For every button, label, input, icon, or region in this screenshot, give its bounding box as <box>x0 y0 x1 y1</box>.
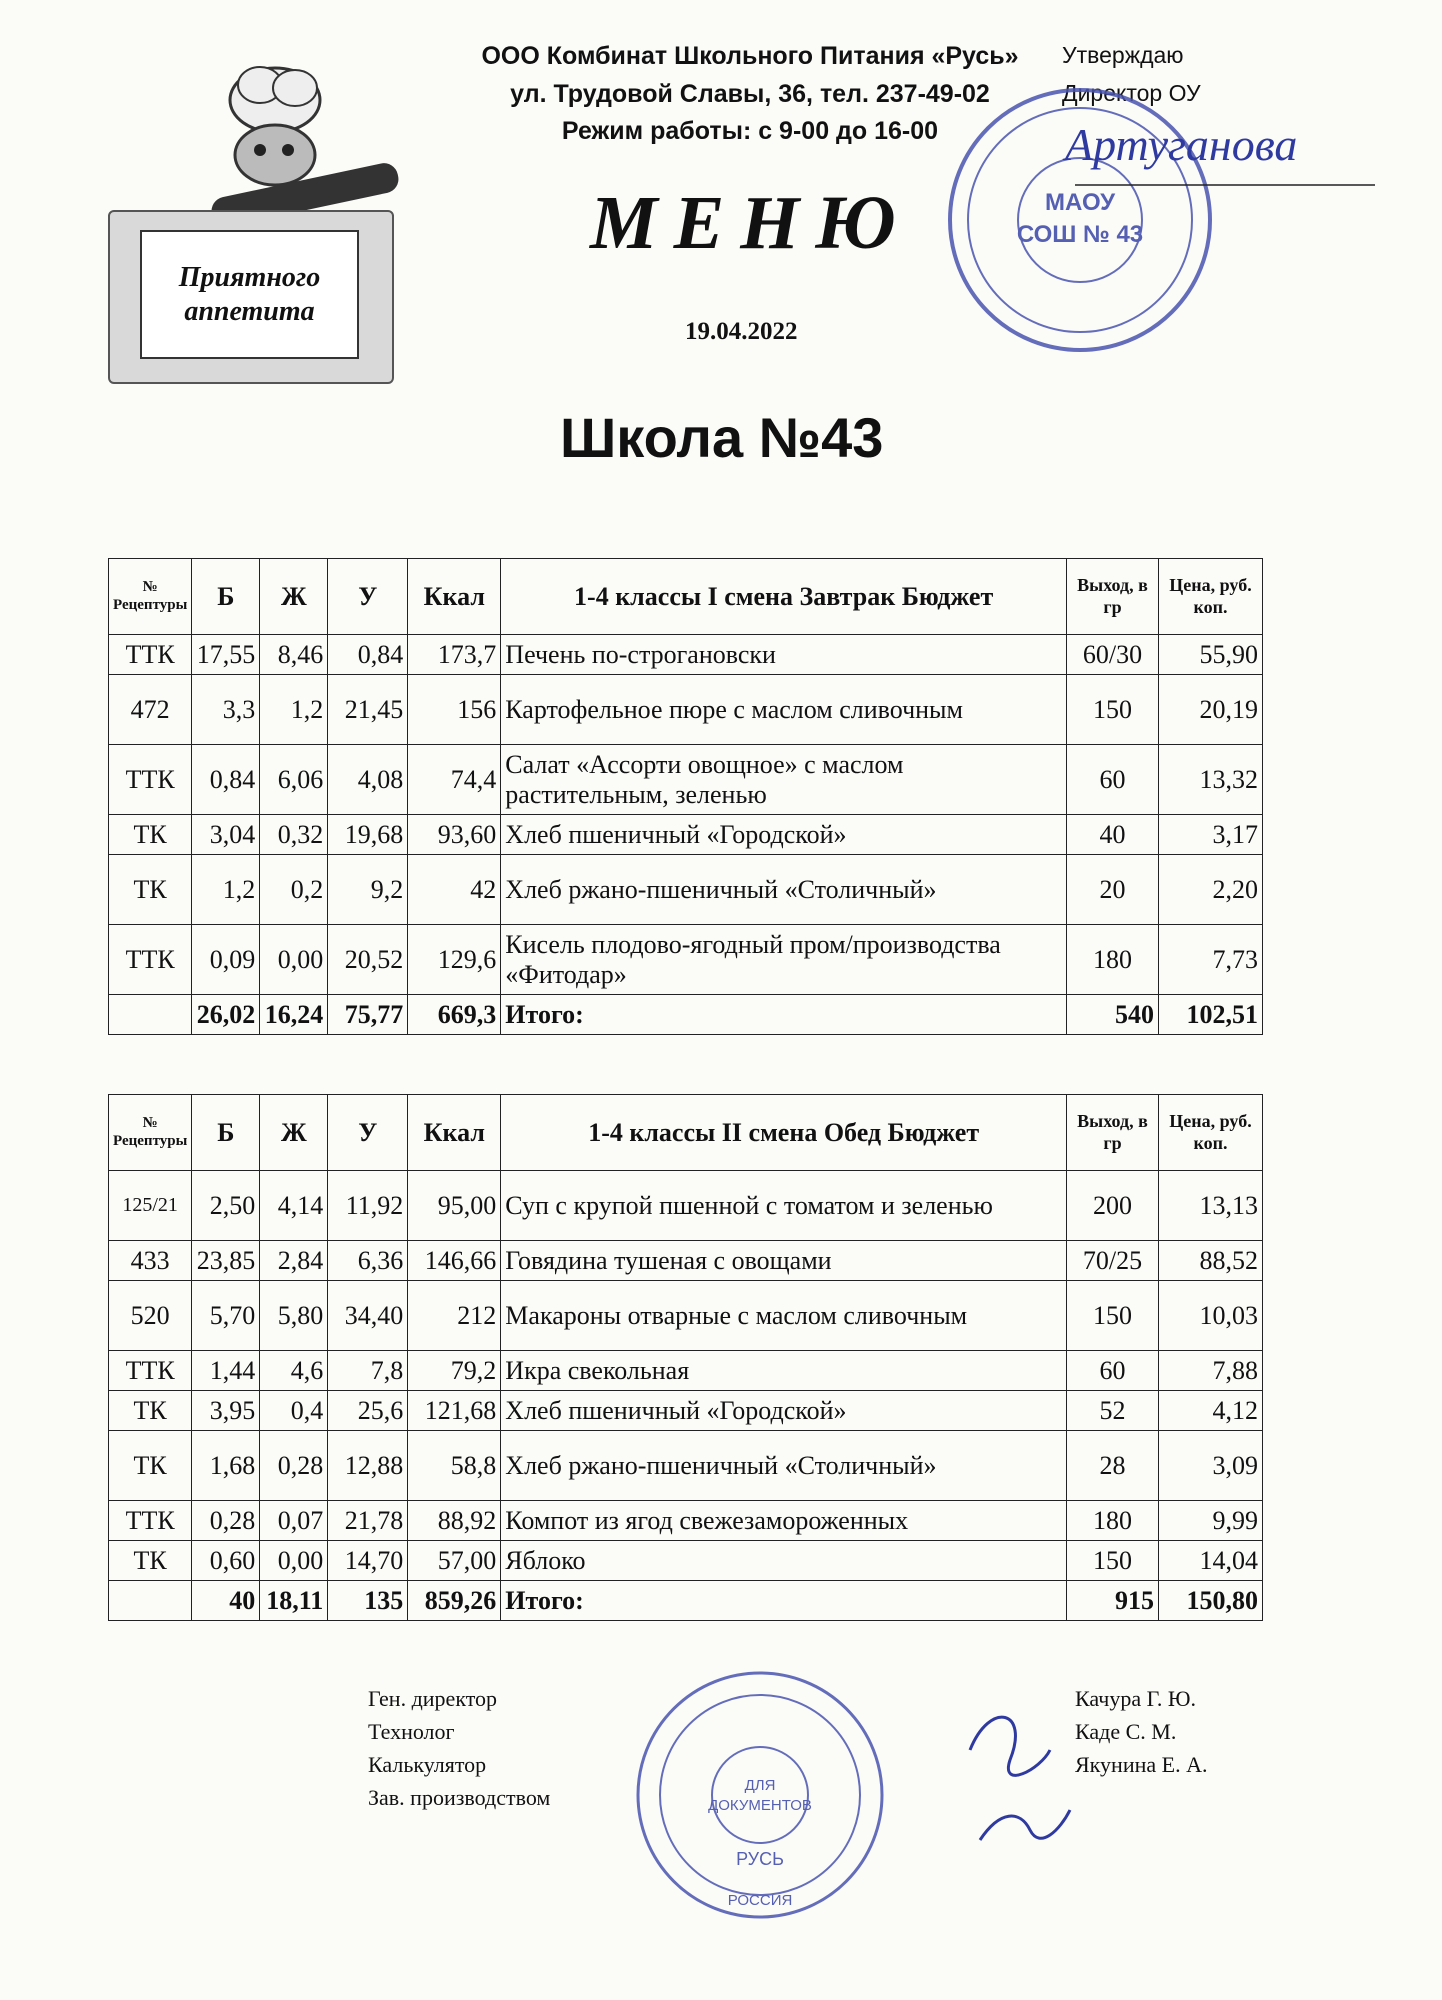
b-cell: 1,2 <box>192 855 260 925</box>
price-cell: 7,73 <box>1159 925 1263 995</box>
company-stamp <box>630 1665 890 1925</box>
kcal-cell: 121,68 <box>408 1391 501 1431</box>
price-cell: 3,09 <box>1159 1431 1263 1501</box>
price-cell: 4,12 <box>1159 1391 1263 1431</box>
kcal-cell: 93,60 <box>408 815 501 855</box>
recipe-cell: ТТК <box>109 925 192 995</box>
total-output-cell: 915 <box>1067 1581 1159 1621</box>
output-cell: 70/25 <box>1067 1241 1159 1281</box>
u-cell: 34,40 <box>328 1281 408 1351</box>
dish-name-cell: Хлеб ржано-пшеничный «Столичный» <box>501 855 1067 925</box>
kcal-cell: 212 <box>408 1281 501 1351</box>
kcal-cell: 156 <box>408 675 501 745</box>
total-label-cell: Итого: <box>501 995 1067 1035</box>
kcal-cell: 42 <box>408 855 501 925</box>
u-cell: 19,68 <box>328 815 408 855</box>
output-cell: 180 <box>1067 1501 1159 1541</box>
output-cell: 60 <box>1067 1351 1159 1391</box>
output-cell: 40 <box>1067 815 1159 855</box>
dish-name-cell: Хлеб пшеничный «Городской» <box>501 1391 1067 1431</box>
col-b: Б <box>192 1095 260 1171</box>
price-cell: 10,03 <box>1159 1281 1263 1351</box>
total-price-cell: 150,80 <box>1159 1581 1263 1621</box>
recipe-cell: ТК <box>109 1541 192 1581</box>
b-cell: 1,68 <box>192 1431 260 1501</box>
table-header-row <box>109 1095 1263 1171</box>
recipe-cell: ТК <box>109 815 192 855</box>
recipe-cell: ТК <box>109 1431 192 1501</box>
zh-cell: 0,4 <box>260 1391 328 1431</box>
output-cell: 28 <box>1067 1431 1159 1501</box>
zh-cell: 0,2 <box>260 855 328 925</box>
table-row <box>109 1351 1263 1391</box>
u-cell: 14,70 <box>328 1541 408 1581</box>
approve-label: Утверждаю <box>1062 42 1184 68</box>
u-cell: 21,45 <box>328 675 408 745</box>
price-cell: 13,32 <box>1159 745 1263 815</box>
recipe-cell: ТТК <box>109 745 192 815</box>
col-output: Выход, в гр <box>1067 559 1159 635</box>
col-recipe: № Рецептуры <box>109 1095 192 1171</box>
company-address: ул. Трудовой Славы, 36, тел. 237-49-02 <box>510 80 990 108</box>
logo-line-2: аппетита <box>184 295 315 327</box>
b-cell: 3,95 <box>192 1391 260 1431</box>
dish-name-cell: Картофельное пюре с маслом сливочным <box>501 675 1067 745</box>
table-row <box>109 855 1263 925</box>
stamp-line-2: СОШ № 43 <box>1016 221 1144 248</box>
zh-cell: 1,2 <box>260 675 328 745</box>
dish-name-cell: Макароны отварные с маслом сливочным <box>501 1281 1067 1351</box>
zh-cell: 0,00 <box>260 925 328 995</box>
table-row <box>109 1391 1263 1431</box>
stamp-bottom-line-1: ДЛЯ <box>744 1777 776 1794</box>
col-output: Выход, в гр <box>1067 1095 1159 1171</box>
zh-cell: 0,32 <box>260 815 328 855</box>
output-cell: 150 <box>1067 675 1159 745</box>
recipe-cell: 472 <box>109 675 192 745</box>
zh-cell: 0,07 <box>260 1501 328 1541</box>
total-price-cell: 102,51 <box>1159 995 1263 1035</box>
b-cell: 23,85 <box>192 1241 260 1281</box>
zh-cell: 0,00 <box>260 1541 328 1581</box>
total-u-cell: 135 <box>328 1581 408 1621</box>
name-yakunina: Якунина Е. А. <box>1075 1752 1208 1777</box>
col-price: Цена, руб. коп. <box>1159 559 1263 635</box>
col-kcal: Ккал <box>408 1095 501 1171</box>
role-gen-director: Ген. директор <box>368 1686 498 1711</box>
price-cell: 20,19 <box>1159 675 1263 745</box>
total-row <box>109 995 1263 1035</box>
dish-name-cell: Кисель плодово-ягодный пром/производства «Фитодар» <box>501 925 1067 995</box>
table-row <box>109 635 1263 675</box>
u-cell: 20,52 <box>328 925 408 995</box>
price-cell: 13,13 <box>1159 1171 1263 1241</box>
price-cell: 9,99 <box>1159 1501 1263 1541</box>
u-cell: 4,08 <box>328 745 408 815</box>
stamp-bottom-line-2: ДОКУМЕНТОВ <box>708 1797 812 1814</box>
total-row <box>109 1581 1263 1621</box>
total-b-cell: 26,02 <box>192 995 260 1035</box>
b-cell: 0,28 <box>192 1501 260 1541</box>
col-recipe: № Рецептуры <box>109 559 192 635</box>
b-cell: 2,50 <box>192 1171 260 1241</box>
kcal-cell: 57,00 <box>408 1541 501 1581</box>
output-cell: 150 <box>1067 1541 1159 1581</box>
u-cell: 6,36 <box>328 1241 408 1281</box>
menu-date: 19.04.2022 <box>685 318 798 345</box>
company-name: ООО Комбинат Школьного Питания «Русь» <box>481 42 1019 70</box>
total-zh-cell: 16,24 <box>260 995 328 1035</box>
b-cell: 3,3 <box>192 675 260 745</box>
stamp-line-1: МАОУ <box>1044 189 1116 216</box>
price-cell: 88,52 <box>1159 1241 1263 1281</box>
price-cell: 3,17 <box>1159 815 1263 855</box>
price-cell: 14,04 <box>1159 1541 1263 1581</box>
recipe-cell: ТК <box>109 855 192 925</box>
kcal-cell: 173,7 <box>408 635 501 675</box>
table-row <box>109 1431 1263 1501</box>
zh-cell: 5,80 <box>260 1281 328 1351</box>
kcal-cell: 146,66 <box>408 1241 501 1281</box>
approve-role: Директор ОУ <box>1062 80 1201 106</box>
output-cell: 52 <box>1067 1391 1159 1431</box>
zh-cell: 2,84 <box>260 1241 328 1281</box>
zh-cell: 4,14 <box>260 1171 328 1241</box>
table-row <box>109 1171 1263 1241</box>
kcal-cell: 88,92 <box>408 1501 501 1541</box>
recipe-cell: ТТК <box>109 635 192 675</box>
table-row <box>109 1501 1263 1541</box>
stamp-bottom-ring-word: РУСЬ <box>736 1849 784 1869</box>
kcal-cell: 58,8 <box>408 1431 501 1501</box>
recipe-cell: ТТК <box>109 1501 192 1541</box>
stamp-bottom-country: РОССИЯ <box>727 1892 793 1909</box>
output-cell: 200 <box>1067 1171 1159 1241</box>
zh-cell: 0,28 <box>260 1431 328 1501</box>
name-kachura: Качура Г. Ю. <box>1075 1686 1196 1711</box>
dish-name-cell: Салат «Ассорти овощное» с маслом растительным, зеленью <box>501 745 1067 815</box>
logo-plaque <box>108 210 394 384</box>
total-zh-cell: 18,11 <box>260 1581 328 1621</box>
u-cell: 25,6 <box>328 1391 408 1431</box>
total-empty-cell <box>109 1581 192 1621</box>
table-row <box>109 925 1263 995</box>
signature-names <box>1075 1682 1207 1781</box>
recipe-cell: ТК <box>109 1391 192 1431</box>
price-cell: 7,88 <box>1159 1351 1263 1391</box>
total-b-cell: 40 <box>192 1581 260 1621</box>
b-cell: 17,55 <box>192 635 260 675</box>
dish-name-cell: Хлеб ржано-пшеничный «Столичный» <box>501 1431 1067 1501</box>
menu-title: МЕНЮ <box>590 181 912 265</box>
breakfast-title: 1-4 классы I смена Завтрак Бюджет <box>501 559 1067 635</box>
dish-name-cell: Печень по-строгановски <box>501 635 1067 675</box>
breakfast-table <box>108 558 1263 1035</box>
output-cell: 60 <box>1067 745 1159 815</box>
zh-cell: 4,6 <box>260 1351 328 1391</box>
logo-line-1: Приятного <box>178 261 321 293</box>
table-row <box>109 745 1263 815</box>
recipe-cell: 433 <box>109 1241 192 1281</box>
u-cell: 12,88 <box>328 1431 408 1501</box>
price-cell: 2,20 <box>1159 855 1263 925</box>
role-technologist: Технолог <box>368 1719 455 1744</box>
output-cell: 150 <box>1067 1281 1159 1351</box>
u-cell: 9,2 <box>328 855 408 925</box>
price-cell: 55,90 <box>1159 635 1263 675</box>
lunch-title: 1-4 классы II смена Обед Бюджет <box>501 1095 1067 1171</box>
total-label-cell: Итого: <box>501 1581 1067 1621</box>
bottom-signature <box>950 1690 1090 1860</box>
col-b: Б <box>192 559 260 635</box>
u-cell: 7,8 <box>328 1351 408 1391</box>
col-price: Цена, руб. коп. <box>1159 1095 1263 1171</box>
dish-name-cell: Компот из ягод свежезамороженных <box>501 1501 1067 1541</box>
company-hours: Режим работы: с 9-00 до 16-00 <box>561 117 939 145</box>
output-cell: 20 <box>1067 855 1159 925</box>
dish-name-cell: Хлеб пшеничный «Городской» <box>501 815 1067 855</box>
dish-name-cell: Икра свекольная <box>501 1351 1067 1391</box>
b-cell: 0,09 <box>192 925 260 995</box>
b-cell: 0,84 <box>192 745 260 815</box>
u-cell: 11,92 <box>328 1171 408 1241</box>
total-kcal-cell: 859,26 <box>408 1581 501 1621</box>
col-zh: Ж <box>260 1095 328 1171</box>
b-cell: 5,70 <box>192 1281 260 1351</box>
table-header-row <box>109 559 1263 635</box>
kcal-cell: 95,00 <box>408 1171 501 1241</box>
table-row <box>109 675 1263 745</box>
b-cell: 0,60 <box>192 1541 260 1581</box>
school-name: Школа №43 <box>560 406 884 469</box>
role-production-head: Зав. производством <box>368 1785 551 1810</box>
recipe-cell: 125/21 <box>109 1171 192 1241</box>
table-row <box>109 815 1263 855</box>
chef-illustration <box>110 40 410 220</box>
total-u-cell: 75,77 <box>328 995 408 1035</box>
u-cell: 21,78 <box>328 1501 408 1541</box>
total-kcal-cell: 669,3 <box>408 995 501 1035</box>
recipe-cell: 520 <box>109 1281 192 1351</box>
zh-cell: 6,06 <box>260 745 328 815</box>
output-cell: 180 <box>1067 925 1159 995</box>
name-kade: Каде С. М. <box>1075 1719 1177 1744</box>
kcal-cell: 79,2 <box>408 1351 501 1391</box>
b-cell: 3,04 <box>192 815 260 855</box>
col-u: У <box>328 1095 408 1171</box>
dish-name-cell: Говядина тушеная с овощами <box>501 1241 1067 1281</box>
table-row <box>109 1241 1263 1281</box>
director-signature <box>1055 100 1395 200</box>
table-row <box>109 1541 1263 1581</box>
col-zh: Ж <box>260 559 328 635</box>
output-cell: 60/30 <box>1067 635 1159 675</box>
total-empty-cell <box>109 995 192 1035</box>
col-u: У <box>328 559 408 635</box>
zh-cell: 8,46 <box>260 635 328 675</box>
kcal-cell: 74,4 <box>408 745 501 815</box>
lunch-table <box>108 1094 1263 1621</box>
kcal-cell: 129,6 <box>408 925 501 995</box>
recipe-cell: ТТК <box>109 1351 192 1391</box>
table-row <box>109 1281 1263 1351</box>
dish-name-cell: Суп с крупой пшенной с томатом и зеленью <box>501 1171 1067 1241</box>
total-output-cell: 540 <box>1067 995 1159 1035</box>
u-cell: 0,84 <box>328 635 408 675</box>
signature-roles <box>368 1682 550 1814</box>
dish-name-cell: Яблоко <box>501 1541 1067 1581</box>
col-kcal: Ккал <box>408 559 501 635</box>
b-cell: 1,44 <box>192 1351 260 1391</box>
svg-text:Артуганова: Артуганова <box>1065 119 1298 170</box>
role-calculator: Калькулятор <box>368 1752 487 1777</box>
